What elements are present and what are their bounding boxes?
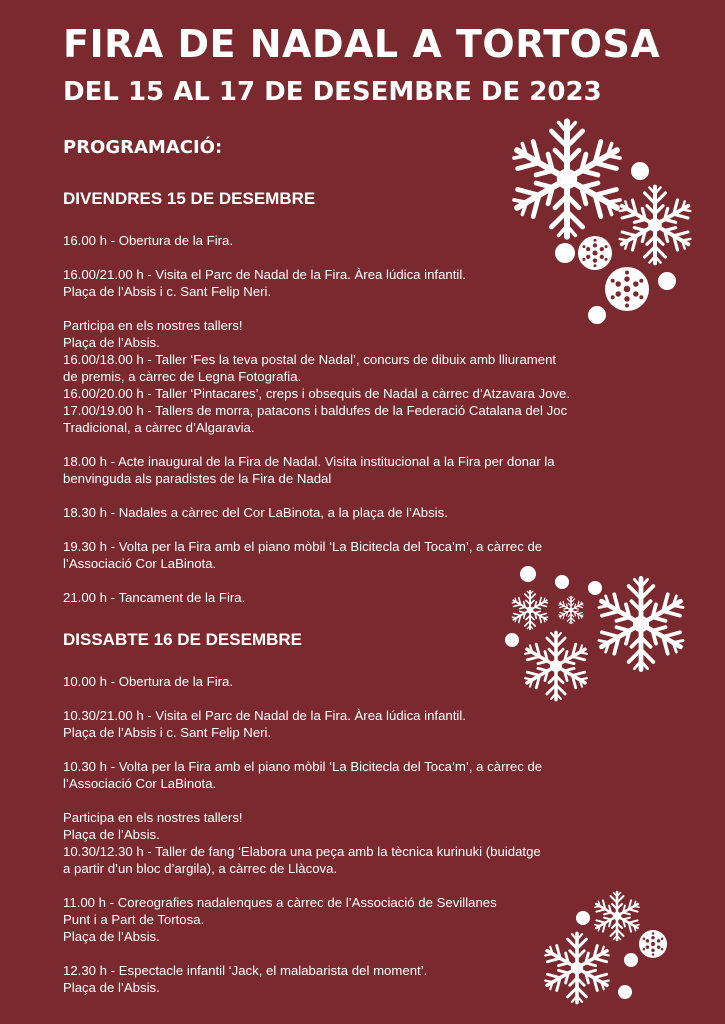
page-subtitle: DEL 15 AL 17 DE DESEMBRE DE 2023 [63, 77, 602, 107]
schedule-line: Plaça de l’Absis i c. Sant Felip Neri. [63, 284, 272, 299]
schedule-line: Tradicional, a càrrec d’Algaravia. [63, 420, 255, 435]
schedule-line: 19.30 h - Volta per la Fira amb el piano mòbil ‘La Bicitecla del Toca’m’, a càrrec de [63, 539, 543, 554]
program-heading: PROGRAMACIÓ: [63, 137, 223, 158]
schedule-line: a partir d’un bloc d’argila), a càrrec de Llàcova. [63, 861, 338, 876]
schedule-entry [63, 453, 623, 487]
schedule-entry [63, 809, 623, 877]
day-title-friday: DIVENDRES 15 DE DESEMBRE [63, 189, 316, 208]
snowflake-cluster-bottom-icon [535, 880, 685, 1024]
schedule-line: 21.00 h - Tancament de la Fira. [63, 590, 246, 605]
day-title-saturday: DISSABTE 16 DE DESEMBRE [63, 630, 302, 649]
schedule-line: Punt i a Part de Tortosa. [63, 912, 205, 927]
schedule-line: Plaça de l’Absis. [63, 980, 160, 995]
snowflake-cluster-middle-icon [498, 562, 698, 712]
schedule-line: Plaça de l’Absis. [63, 827, 160, 842]
schedule-line: 16.00/18.00 h - Taller ‘Fes la teva postal de Nadal’, concurs de dibuix amb lliurament [63, 352, 557, 367]
schedule-line: de premis, a càrrec de Legna Fotografia. [63, 369, 302, 384]
schedule-line: l’Associació Cor LaBinota. [63, 776, 217, 791]
schedule-line: 12.30 h - Espectacle infantil ‘Jack, el malabarista del moment’. [63, 963, 428, 978]
schedule-line: 16.00 h - Obertura de la Fira. [63, 233, 234, 248]
schedule-line: 10.30/21.00 h - Visita el Parc de Nadal de la Fira. Àrea lúdica infantil. [63, 708, 466, 723]
schedule-line: Plaça de l’Absis. [63, 929, 160, 944]
schedule-line: Participa en els nostres tallers! [63, 318, 243, 333]
schedule-line: 11.00 h - Coreografies nadalenques a càrrec de l’Associació de Sevillanes [63, 895, 497, 910]
schedule-line: 18.00 h - Acte inaugural de la Fira de Nadal. Visita institucional a la Fira per donar la [63, 454, 555, 469]
schedule-line: 16.00/21.00 h - Visita el Parc de Nadal de la Fira. Àrea lúdica infantil. [63, 267, 466, 282]
schedule-line: 17.00/19.00 h - Tallers de morra, patacons i baldufes de la Federació Catalana del Joc [63, 403, 568, 418]
schedule-line: benvinguda als paradistes de la Fira de Nadal [63, 471, 332, 486]
schedule-entry [63, 707, 623, 741]
schedule-entry [63, 504, 623, 521]
schedule-line: 10.30 h - Volta per la Fira amb el piano mòbil ‘La Bicitecla del Toca’m’, a càrrec de [63, 759, 543, 774]
schedule-line: l’Associació Cor LaBinota. [63, 556, 217, 571]
schedule-line: 10.30/12.30 h - Taller de fang ‘Elabora una peça amb la tècnica kurinuki (buidatge [63, 844, 541, 859]
schedule-line: Participa en els nostres tallers! [63, 810, 243, 825]
schedule-line: 10.00 h - Obertura de la Fira. [63, 674, 234, 689]
schedule-entry [63, 317, 623, 436]
schedule-entry [63, 758, 623, 792]
snowflake-cluster-top-icon [495, 115, 710, 330]
schedule-line: Plaça de l’Absis. [63, 335, 160, 350]
schedule-line: 18.30 h - Nadales a càrrec del Cor LaBinota, a la plaça de l’Absis. [63, 505, 448, 520]
page-title: FIRA DE NADAL A TORTOSA [63, 22, 661, 66]
schedule-line: Plaça de l’Absis i c. Sant Felip Neri. [63, 725, 272, 740]
schedule-line: 16.00/20.00 h - Taller ‘Pintacares’, creps i obsequis de Nadal a càrrec d’Atzavara Jove. [63, 386, 571, 401]
